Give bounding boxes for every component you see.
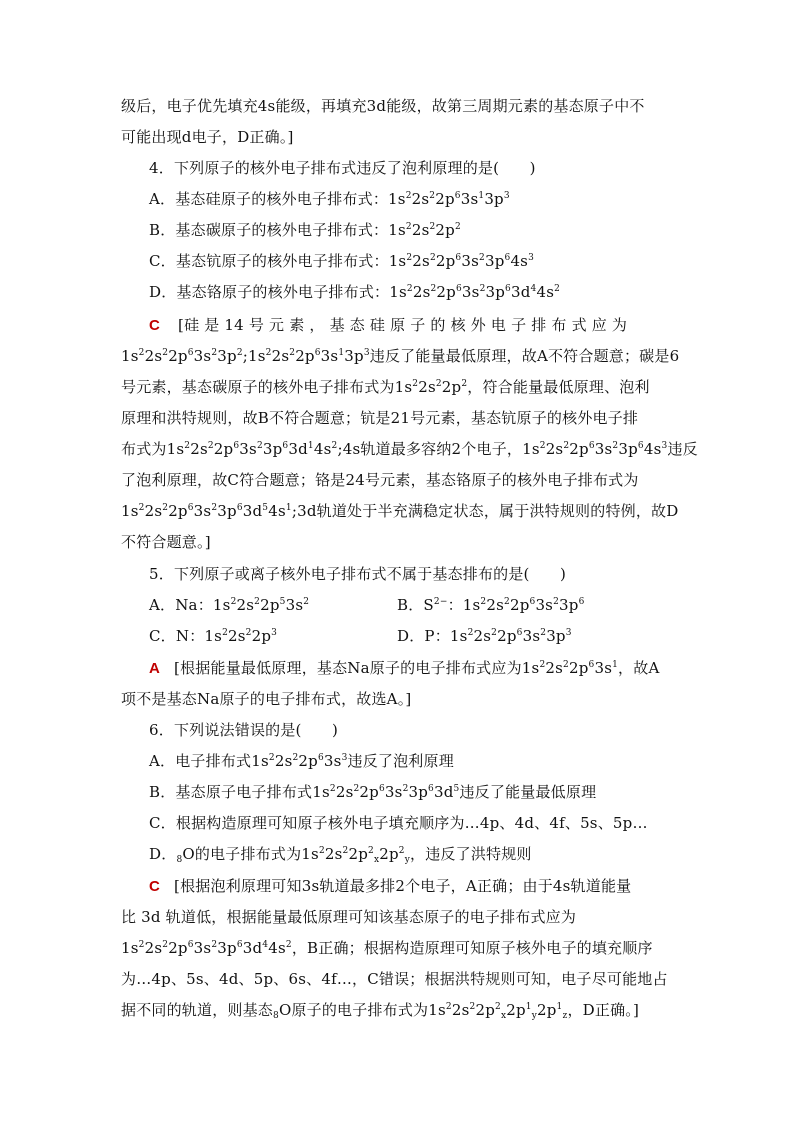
question-5-option-c: C．N：$1s^22s^22p^3$ — [149, 627, 278, 645]
answer-4-line: 不符合题意。] — [121, 533, 211, 551]
answer-4-line: C [硅 是 14 号 元 素 ， 基 态 硅 原 子 的 核 外 电 子 排 布 式 应 为 — [149, 316, 628, 334]
answer-6-line: 为…4p、5s、4d、5p、6s、4f…，C错误；根据洪特规则可知，电子尽可能地占 — [121, 970, 668, 988]
answer-4-line: $1s^22s^22p^63s^23p^63d^54s^1;3d$轨道处于半充满稳定状态，属于洪特规则的特例，故D — [121, 502, 679, 520]
text-line: 可能出现d电子，D正确。] — [121, 128, 294, 146]
answer-4-line: 布式为$1s^22s^22p^63s^23p^63d^14s^2;4s$轨道最多容纳2个电子，$1s^22s^22p^63s^23p^64s^3$违反 — [121, 440, 698, 458]
question-5-option-b: B．$S^{2-}$：$1s^22s^22p^63s^23p^6$ — [397, 596, 585, 614]
answer-5-line: A [根据能量最低原理，基态Na原子的电子排布式应为$1s^22s^22p^63s^1$，故A — [149, 659, 660, 677]
question-6: 6．下列说法错误的是( ) — [149, 721, 339, 739]
answer-6-letter: C — [149, 878, 161, 895]
answer-4-line: 号元素，基态碳原子的核外电子排布式为$1s^22s^22p^2$，符合能量最低原理、泡利 — [121, 378, 650, 396]
question-6-option-b: B．基态原子电子排布式$1s^22s^22p^63s^23p^63d^5$违反了能量最低原理 — [149, 783, 597, 801]
answer-6-line: 比 3d 轨道低，根据能量最低原理可知该基态原子的电子排布式应为 — [121, 908, 577, 926]
answer-5-letter: A — [149, 660, 161, 677]
text-line: 级后，电子优先填充4s能级，再填充3d能级，故第三周期元素的基态原子中不 — [121, 97, 645, 115]
question-6-option-d: D．$_8$O的电子排布式为$1s^22s^22p^2_x2p^2_y$，违反了洪特规则 — [149, 845, 532, 865]
question-4-option-a: A．基态硅原子的核外电子排布式：$1s^22s^22p^63s^13p^3$ — [149, 190, 510, 208]
answer-5-line: 项不是基态Na原子的电子排布式，故选A。] — [121, 690, 412, 708]
question-5: 5．下列原子或离子核外电子排布式不属于基态排布的是( ) — [149, 565, 567, 583]
answer-6-line: C [根据泡利原理可知3s轨道最多排2个电子，A正确；由于4s轨道能量 — [149, 877, 632, 895]
answer-6-line: 据不同的轨道，则基态$_8$O原子的电子排布式为$1s^22s^22p^2_x2p^1_y2p^1_z$，D正确。] — [121, 1001, 640, 1021]
question-4-option-b: B．基态碳原子的核外电子排布式：$1s^22s^22p^2$ — [149, 221, 461, 239]
question-5-option-a: A．Na：$1s^22s^22p^53s^2$ — [149, 596, 310, 614]
question-4-option-c: C．基态钪原子的核外电子排布式：$1s^22s^22p^63s^23p^64s^3$ — [149, 252, 535, 270]
question-6-option-c: C．根据构造原理可知原子核外电子填充顺序为…4p、4d、4f、5s、5p… — [149, 814, 648, 832]
answer-4-letter: C — [149, 317, 161, 334]
answer-4-line: $1s^22s^22p^63s^23p^2;1s^22s^22p^63s^13p^3$违反了能量最低原理，故A不符合题意；碳是6 — [121, 347, 680, 365]
question-4-option-d: D．基态铬原子的核外电子排布式：$1s^22s^22p^63s^23p^63d^44s^2$ — [149, 283, 561, 301]
answer-4-line: 原理和洪特规则，故B不符合题意；钪是21号元素，基态钪原子的核外电子排 — [121, 409, 639, 427]
question-5-option-d: D．P：$1s^22s^22p^63s^23p^3$ — [397, 627, 572, 645]
answer-6-line: $1s^22s^22p^63s^23p^63d^44s^2$，B正确；根据构造原理可知原子核外电子的填充顺序 — [121, 939, 653, 957]
answer-4-line: 了泡利原理，故C符合题意；铬是24号元素，基态铬原子的核外电子排布式为 — [121, 471, 639, 489]
question-6-option-a: A．电子排布式$1s^22s^22p^63s^3$违反了泡利原理 — [149, 752, 454, 770]
question-4: 4．下列原子的核外电子排布式违反了泡利原理的是( ) — [149, 159, 536, 177]
